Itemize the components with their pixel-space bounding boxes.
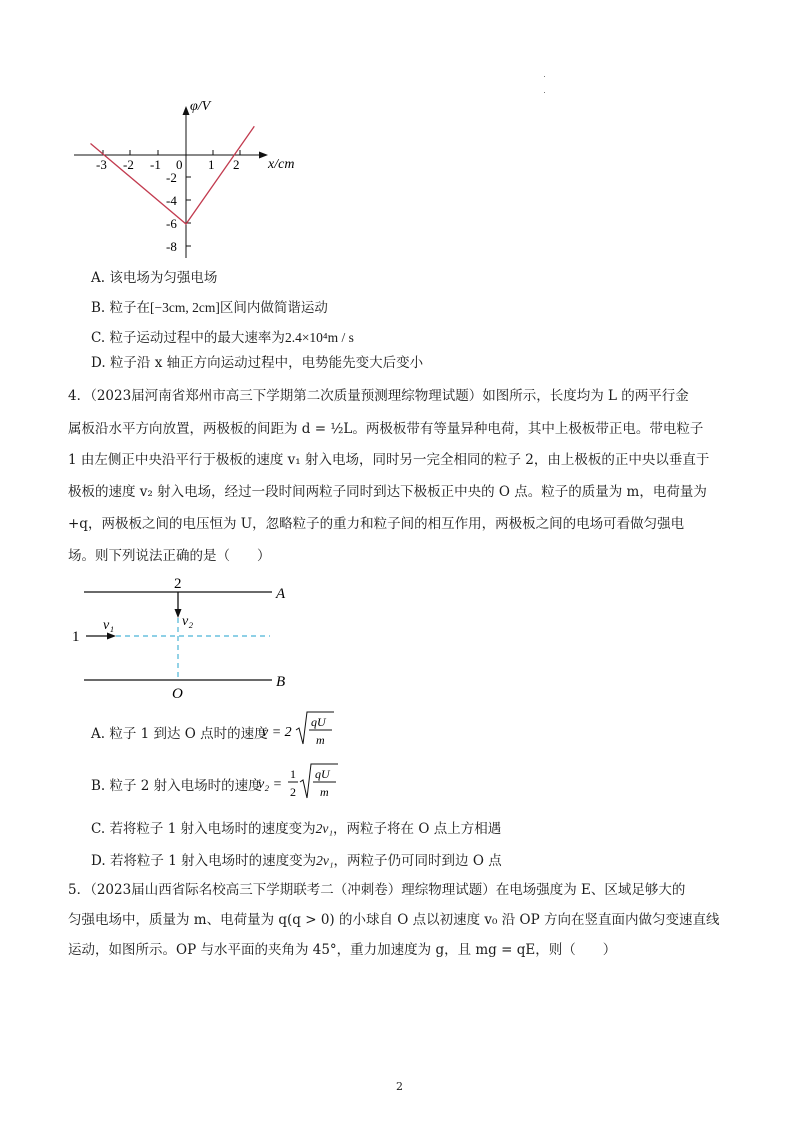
option-letter: C. [91,330,106,346]
option-text: 区间内做简谐运动 [219,300,328,316]
q4-line: 1 由左侧正中央沿平行于极板的速度 v₁ 射入电场，同时另一完全相同的粒子 2，由上极板的正中央以垂直于 [68,452,710,468]
parallel-plates-figure [0,570,330,700]
option-letter: B. [91,300,106,316]
v2-arrow-head [175,609,182,618]
q4-line: +q，两极板之间的电压恒为 U，忽略粒子的重力和粒子间的相互作用，两极板之间的电场可看做匀强电 [68,516,685,532]
x-tick-label: 0 [176,157,183,172]
radical-numerator: qU [315,767,330,781]
option-math: 2.4×10⁴m / s [284,330,354,345]
option-text: 粒子运动过程中的最大速率为 [109,330,285,346]
x-tick-label: -3 [96,157,107,172]
x-axis-arrow [259,152,268,159]
q3-option-b [91,299,328,318]
q3-option-d [91,355,423,373]
radical-denominator: m [320,785,329,799]
particle-1-label: 1 [72,629,80,645]
v2-label: v₂ [182,614,194,629]
q3-option-c [91,329,354,348]
formula-lhs: v₂ = [258,777,283,792]
potential-graph [0,0,800,270]
fraction-denominator: 2 [290,785,296,799]
fraction-numerator: 1 [290,767,296,781]
q4-option-d [91,852,502,871]
q5-line: 运动，如图所示。OP 与水平面的夹角为 45°，重力加速度为 g，且 mg = qE，则（ ） [68,942,617,958]
plate-b-label: B [276,674,286,690]
q4-line: 场。则下列说法正确的是（ ） [68,548,271,564]
particle-2-label: 2 [174,576,182,592]
q4-option-c [91,820,501,839]
option-text: 粒子 1 到达 O 点时的速度 [109,726,268,742]
y-tick-label: -4 [166,193,177,208]
q4-line: 属板沿水平方向放置，两极板的间距为 d = ½L。两极板带有等量异种电荷，其中上极板带正电。带电粒子 [68,421,704,437]
plate-a-label: A [276,586,286,602]
q4-option-b-formula [258,758,348,806]
option-text: 粒子 2 射入电场时的速度 [109,778,262,794]
option-math: 2v₁ [315,821,334,836]
y-tick-label: -6 [166,216,177,231]
page-number: 2 [396,1080,403,1093]
option-text: 该电场为匀强电场 [109,270,218,286]
option-math: 2v₁ [316,853,334,868]
q4-line: 极板的速度 v₂ 射入电场，经过一段时间两粒子同时到达下极板正中央的 O 点。粒子的质量为 m，电荷量为 [68,484,707,500]
q4-option-a [91,724,268,744]
point-o-label: O [172,686,183,700]
y-tick-label: -2 [166,170,177,185]
v1-arrow-head [107,633,116,640]
option-letter: D. [91,853,106,869]
option-letter: B. [91,778,106,794]
option-letter: A. [91,270,106,286]
option-letter: D. [91,355,106,371]
y-tick-marks [186,177,191,246]
x-tick-label: 2 [233,157,240,172]
option-text: 粒子在 [109,300,151,316]
option-text: ，两粒子仍可同时到边 O 点 [333,853,502,869]
y-axis-arrow [183,106,190,115]
q4-line: 4．（2023届河南省郑州市高三下学期第二次质量预测理综物理试题）如图所示，长度均为 L 的两平行金 [68,388,689,404]
q5-line: 5．（2023届山西省际名校高三下学期联考二（冲刺卷）理综物理试题）在电场强度为 E、区域足够大的 [68,882,686,898]
x-tick-label: -1 [150,157,161,172]
x-axis-label: x/cm [268,157,295,172]
y-tick-label: -8 [166,239,177,254]
v1-label: v₁ [103,618,115,633]
option-text: 若将粒子 1 射入电场时的速度变为 [109,821,316,837]
radical-numerator: qU [311,715,326,729]
radical-denominator: m [316,733,325,747]
q4-option-b [91,776,262,796]
q3-option-a [91,270,217,288]
q5-line: 匀强电场中，质量为 m、电荷量为 q(q > 0) 的小球自 O 点以初速度 v₀ 沿 OP 方向在竖直面内做匀变速直线 [68,912,720,928]
option-letter: C. [91,821,106,837]
formula-lhs: v = 2 [262,725,292,740]
option-text: ，两粒子将在 O 点上方相遇 [333,821,502,837]
option-math: [−3cm, 2cm] [150,300,220,315]
q4-option-a-formula [262,706,342,752]
y-axis-label: φ/V [190,99,211,114]
x-tick-label: -2 [123,157,134,172]
x-tick-marks [103,150,240,155]
option-letter: A. [91,726,106,742]
option-text: 粒子沿 x 轴正方向运动过程中，电势能先变大后变小 [109,355,424,371]
x-tick-label: 1 [208,157,215,172]
option-text: 若将粒子 1 射入电场时的速度变为 [109,853,317,869]
